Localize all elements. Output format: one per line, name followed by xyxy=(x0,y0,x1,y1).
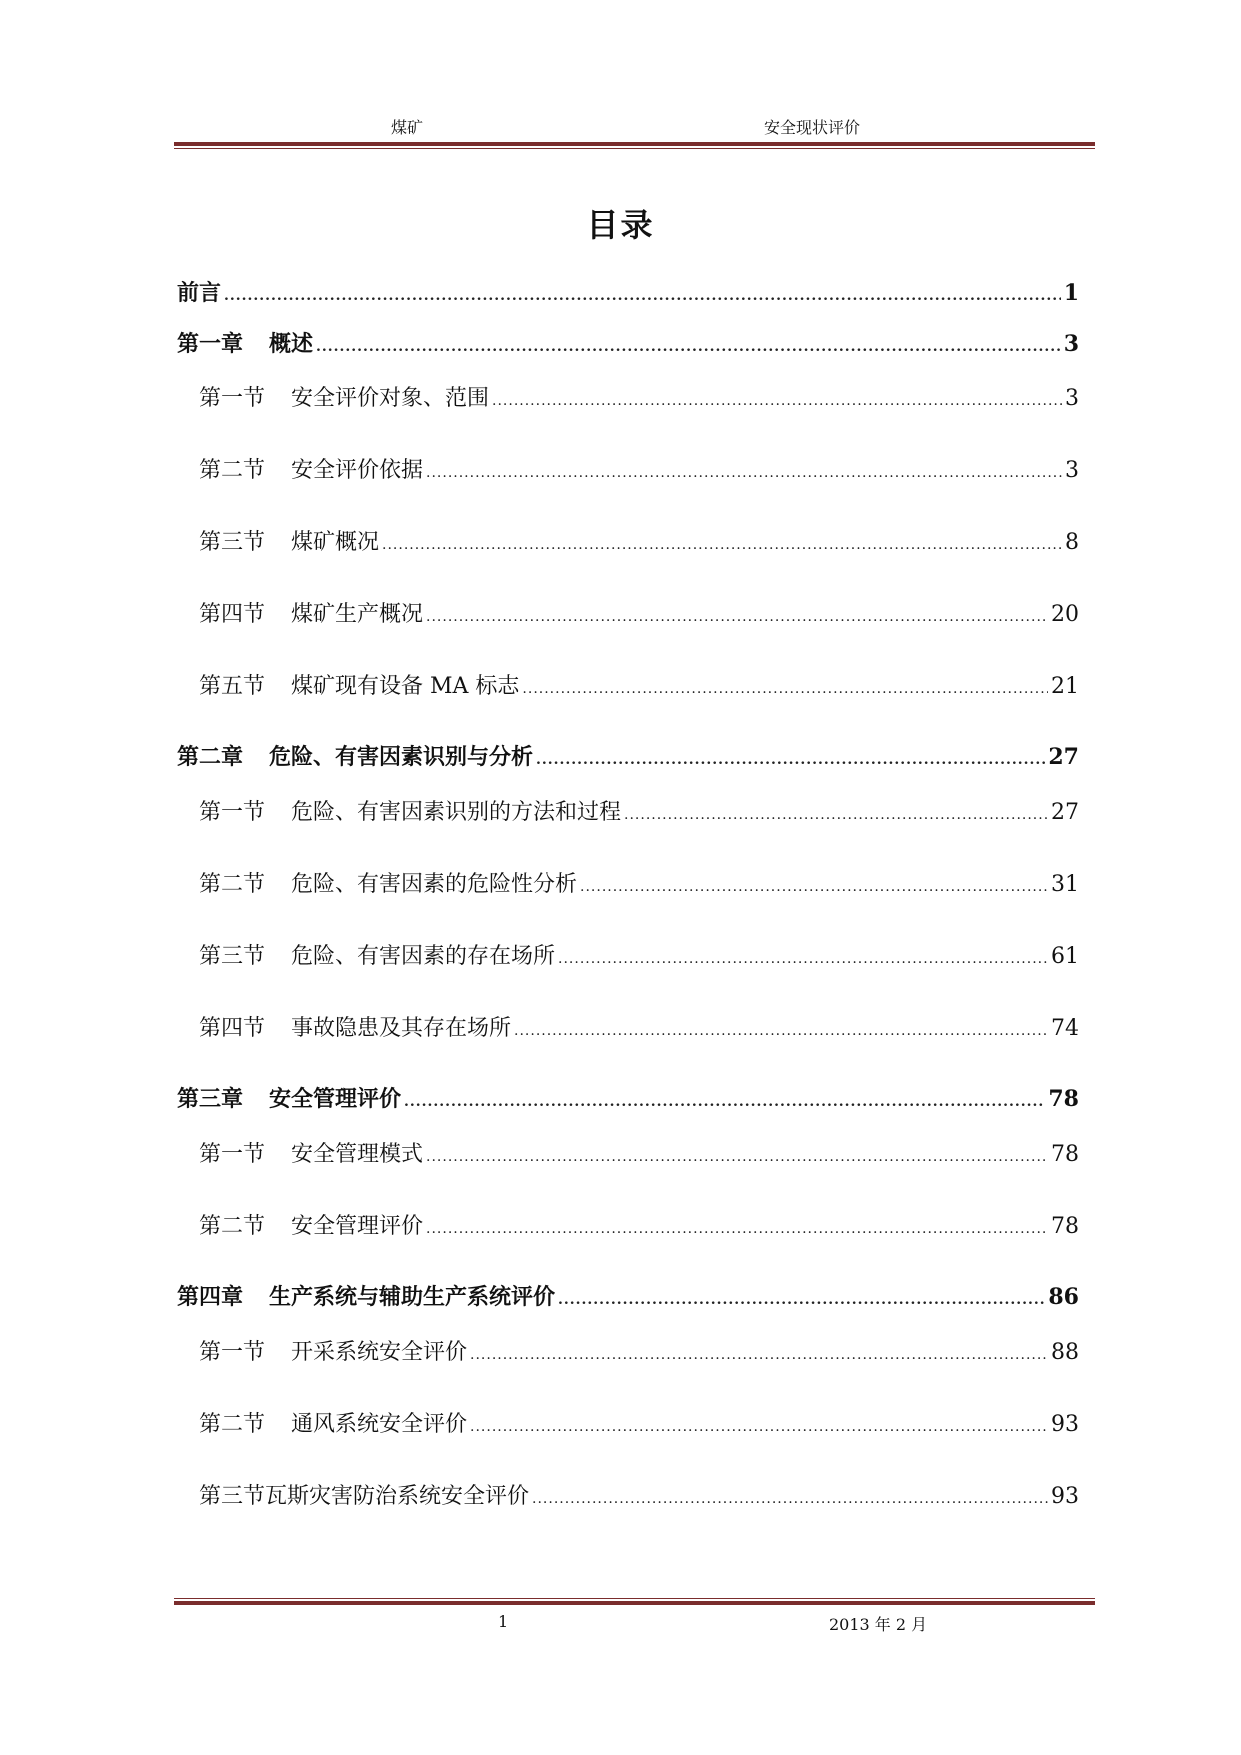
toc-entry-label: 煤矿概况 xyxy=(291,530,380,555)
toc-leader xyxy=(558,1292,1045,1308)
toc-entry-number: 第三节 xyxy=(199,944,266,969)
toc-leader xyxy=(426,609,1048,625)
toc-entry-section-2-1[interactable] xyxy=(177,795,1079,826)
toc-entry-label: 通风系统安全评价 xyxy=(291,1412,468,1437)
toc-entry-section-4-3[interactable] xyxy=(177,1479,1079,1510)
toc-entry-section-2-4[interactable] xyxy=(177,1011,1079,1042)
toc-entry-section-4-2[interactable] xyxy=(177,1407,1079,1438)
toc-entry-number: 第一章 xyxy=(177,331,244,357)
toc-entry-section-2-2[interactable] xyxy=(177,867,1079,898)
toc-leader xyxy=(470,1419,1048,1435)
toc-leader xyxy=(426,1149,1048,1165)
toc-entry-chapter-3[interactable] xyxy=(177,1082,1079,1113)
toc-entry-label: 危险、有害因素的存在场所 xyxy=(291,944,556,969)
toc-leader xyxy=(470,1347,1048,1363)
toc-entry-number: 第二节 xyxy=(199,458,266,483)
toc-entry-section-3-1[interactable] xyxy=(177,1137,1079,1168)
toc-leader xyxy=(404,1094,1045,1110)
toc-entry-number: 第二节 xyxy=(199,872,266,897)
toc-entry-page: 93 xyxy=(1051,1484,1079,1509)
toc-entry-page: 27 xyxy=(1051,800,1079,825)
toc-entry-section-1-4[interactable] xyxy=(177,597,1079,628)
toc-entry-page: 78 xyxy=(1048,1086,1079,1112)
toc-entry-label: 危险、有害因素的危险性分析 xyxy=(291,872,578,897)
toc-entry-label: 安全管理评价 xyxy=(291,1214,424,1239)
toc-entry-chapter-2[interactable] xyxy=(177,740,1079,771)
toc-entry-section-3-2[interactable] xyxy=(177,1209,1079,1240)
toc-leader xyxy=(382,537,1062,553)
header-divider xyxy=(174,142,1095,149)
toc-entry-section-1-1[interactable] xyxy=(177,381,1079,412)
toc-entry-number: 第一节 xyxy=(199,800,266,825)
toc-entry-page: 3 xyxy=(1065,458,1079,483)
toc-entry-number: 第三章 xyxy=(177,1086,244,1112)
toc-entry-label: 事故隐患及其存在场所 xyxy=(291,1016,512,1041)
toc-entry-page: 86 xyxy=(1048,1284,1079,1310)
toc-title: 目录 xyxy=(586,206,655,244)
toc-entry-label: 前言 xyxy=(177,280,222,306)
page-footer xyxy=(0,1612,1241,1642)
toc-leader xyxy=(514,1023,1048,1039)
toc-entry-preface[interactable] xyxy=(177,276,1079,307)
toc-entry-page: 8 xyxy=(1065,530,1079,555)
toc-leader xyxy=(492,393,1062,409)
toc-entry-number: 第三节 xyxy=(199,1484,266,1509)
toc-entry-number: 第三节 xyxy=(199,530,266,555)
toc-entry-label: 安全管理模式 xyxy=(291,1142,424,1167)
toc-leader xyxy=(532,1491,1048,1507)
toc-entry-section-4-1[interactable] xyxy=(177,1335,1079,1366)
toc-entry-page: 93 xyxy=(1051,1412,1079,1437)
toc-entry-label: 安全评价对象、范围 xyxy=(291,386,490,411)
toc-entry-number: 第四章 xyxy=(177,1284,244,1310)
toc-entry-page: 27 xyxy=(1048,744,1079,770)
toc-entry-page: 78 xyxy=(1051,1142,1079,1167)
toc-entry-page: 21 xyxy=(1051,674,1079,699)
toc-entry-chapter-4[interactable] xyxy=(177,1280,1079,1311)
toc-leader xyxy=(224,288,1061,304)
toc-entry-number: 第二章 xyxy=(177,744,244,770)
toc-entry-label: 瓦斯灾害防治系统安全评价 xyxy=(265,1484,530,1509)
footer-page-number: 1 xyxy=(498,1612,509,1631)
toc-entry-page: 78 xyxy=(1051,1214,1079,1239)
toc-entry-section-2-3[interactable] xyxy=(177,939,1079,970)
toc-entry-label: 生产系统与辅助生产系统评价 xyxy=(269,1284,556,1310)
toc-leader xyxy=(536,752,1045,768)
toc-entry-page: 74 xyxy=(1051,1016,1079,1041)
toc-entry-page: 3 xyxy=(1065,386,1079,411)
header-left-text: 煤矿 xyxy=(391,118,424,137)
toc-entry-number: 第二节 xyxy=(199,1412,266,1437)
toc-entry-label: 危险、有害因素识别与分析 xyxy=(269,744,534,770)
toc-entry-label: 安全评价依据 xyxy=(291,458,424,483)
header-right-text: 安全现状评价 xyxy=(764,118,861,137)
toc-leader xyxy=(522,681,1048,697)
toc-entry-label: 开采系统安全评价 xyxy=(291,1340,468,1365)
footer-date: 2013 年 2 月 xyxy=(829,1615,928,1634)
toc-entry-number: 第四节 xyxy=(199,602,266,627)
toc-leader xyxy=(624,807,1048,823)
toc-entry-label: 安全管理评价 xyxy=(269,1086,402,1112)
toc-entry-number: 第四节 xyxy=(199,1016,266,1041)
toc-entry-number: 第一节 xyxy=(199,386,266,411)
toc-entry-section-1-2[interactable] xyxy=(177,453,1079,484)
toc-entry-page: 20 xyxy=(1051,602,1079,627)
toc-leader xyxy=(426,465,1062,481)
toc-entry-page: 61 xyxy=(1051,944,1079,969)
footer-divider xyxy=(174,1598,1095,1605)
toc-leader xyxy=(426,1221,1048,1237)
toc-entry-number: 第二节 xyxy=(199,1214,266,1239)
toc-entry-page: 88 xyxy=(1051,1340,1079,1365)
toc-entry-chapter-1[interactable] xyxy=(177,327,1079,358)
toc-entry-section-1-3[interactable] xyxy=(177,525,1079,556)
toc-entry-number: 第一节 xyxy=(199,1340,266,1365)
toc-entry-number: 第五节 xyxy=(199,674,266,699)
toc-entry-number: 第一节 xyxy=(199,1142,266,1167)
toc-entry-page: 3 xyxy=(1063,331,1079,357)
toc-entry-label: 概述 xyxy=(269,331,314,357)
toc-entry-label: 煤矿现有设备 MA 标志 xyxy=(291,674,520,699)
toc-leader xyxy=(580,879,1048,895)
page-header xyxy=(174,115,1095,155)
toc-entry-section-1-5[interactable] xyxy=(177,669,1079,700)
toc-entry-page: 1 xyxy=(1063,280,1079,306)
toc-entry-page: 31 xyxy=(1051,872,1079,897)
toc-leader xyxy=(558,951,1048,967)
toc-leader xyxy=(316,339,1061,355)
toc-entry-label: 危险、有害因素识别的方法和过程 xyxy=(291,800,622,825)
toc-entry-label: 煤矿生产概况 xyxy=(291,602,424,627)
